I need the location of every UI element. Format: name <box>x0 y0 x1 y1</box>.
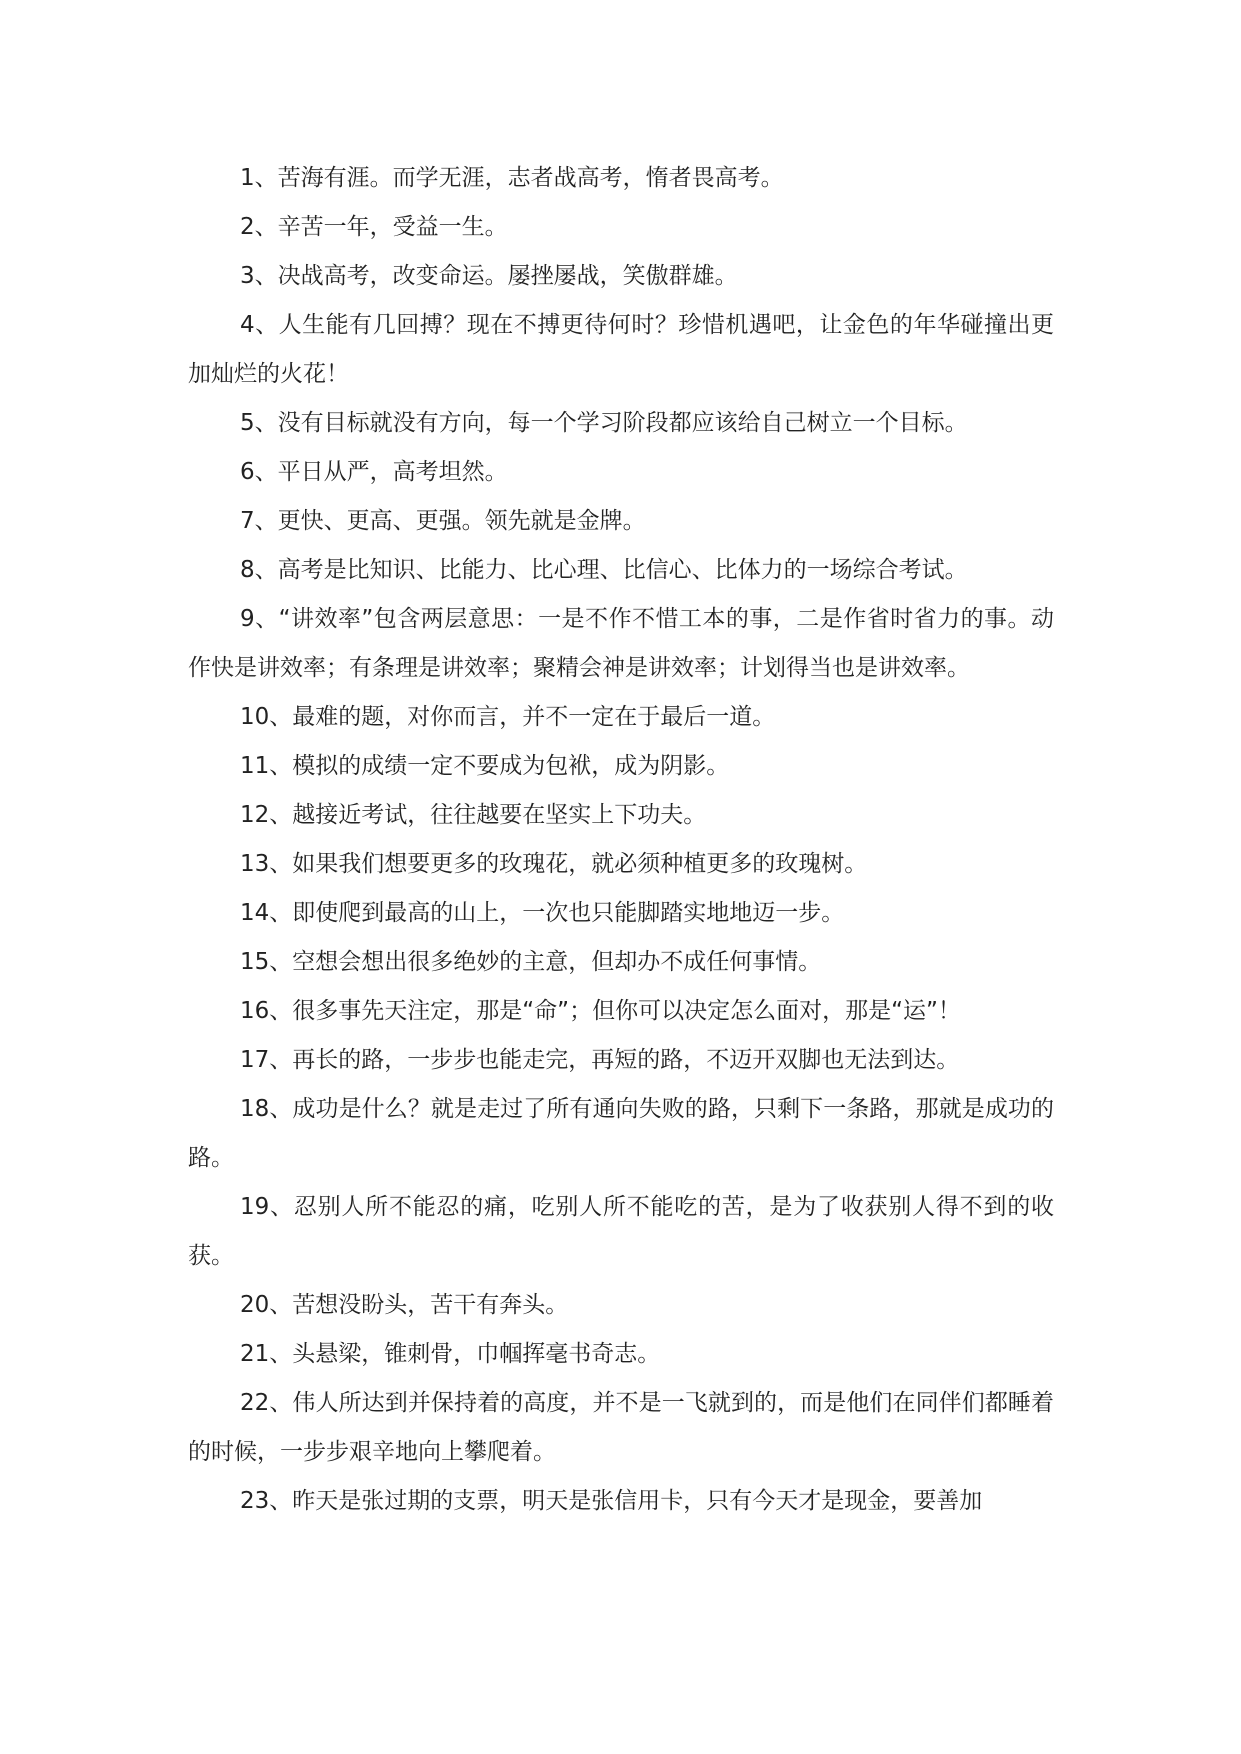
document-body <box>188 154 1054 1526</box>
paragraph-6: 6、平日从严，高考坦然。 <box>240 459 508 485</box>
paragraph-12: 12、越接近考试，往往越要在坚实上下功夫。 <box>240 802 707 828</box>
paragraph-17: 17、再长的路，一步步也能走完，再短的路，不迈开双脚也无法到达。 <box>240 1047 960 1073</box>
paragraph-11: 11、模拟的成绩一定不要成为包袱，成为阴影。 <box>240 753 730 779</box>
paragraph-10: 10、最难的题，对你而言，并不一定在于最后一道。 <box>240 704 776 730</box>
paragraph-21: 21、头悬梁，锥刺骨，巾帼挥毫书奇志。 <box>240 1341 661 1367</box>
paragraph-23: 23、昨天是张过期的支票，明天是张信用卡，只有今天才是现金，要善加 <box>240 1488 983 1514</box>
paragraph-20: 20、苦想没盼头，苦干有奔头。 <box>240 1292 569 1318</box>
paragraph-7: 7、更快、更高、更强。领先就是金牌。 <box>240 508 646 534</box>
paragraph-8: 8、高考是比知识、比能力、比心理、比信心、比体力的一场综合考试。 <box>240 557 968 583</box>
paragraph-1: 1、苦海有涯。而学无涯，志者战高考，惰者畏高考。 <box>240 165 784 191</box>
paragraph-5: 5、没有目标就没有方向，每一个学习阶段都应该给自己树立一个目标。 <box>240 410 968 436</box>
paragraph-4: 4、人生能有几回搏？现在不搏更待何时？珍惜机遇吧，让金色的年华碰撞出更加灿烂的火花！ <box>188 312 1054 387</box>
paragraph-3: 3、决战高考，改变命运。屡挫屡战，笑傲群雄。 <box>240 263 738 289</box>
paragraph-14: 14、即使爬到最高的山上，一次也只能脚踏实地地迈一步。 <box>240 900 845 926</box>
paragraph-13: 13、如果我们想要更多的玫瑰花，就必须种植更多的玫瑰树。 <box>240 851 868 877</box>
paragraph-19: 19、忍别人所不能忍的痛，吃别人所不能吃的苦，是为了收获别人得不到的收获。 <box>188 1194 1054 1269</box>
paragraph-9: 9、“讲效率”包含两层意思：一是不作不惜工本的事，二是作省时省力的事。动作快是讲效率；有条理是讲效率；聚精会神是讲效率；计划得当也是讲效率。 <box>188 606 1054 681</box>
paragraph-15: 15、空想会想出很多绝妙的主意，但却办不成任何事情。 <box>240 949 822 975</box>
paragraph-18: 18、成功是什么？就是走过了所有通向失败的路，只剩下一条路，那就是成功的路。 <box>188 1096 1054 1171</box>
paragraph-2: 2、辛苦一年，受益一生。 <box>240 214 508 240</box>
paragraph-22: 22、伟人所达到并保持着的高度，并不是一飞就到的，而是他们在同伴们都睡着的时候，一步步艰辛地向上攀爬着。 <box>188 1390 1054 1465</box>
paragraph-16: 16、很多事先天注定，那是“命”；但你可以决定怎么面对，那是“运”！ <box>240 998 961 1024</box>
